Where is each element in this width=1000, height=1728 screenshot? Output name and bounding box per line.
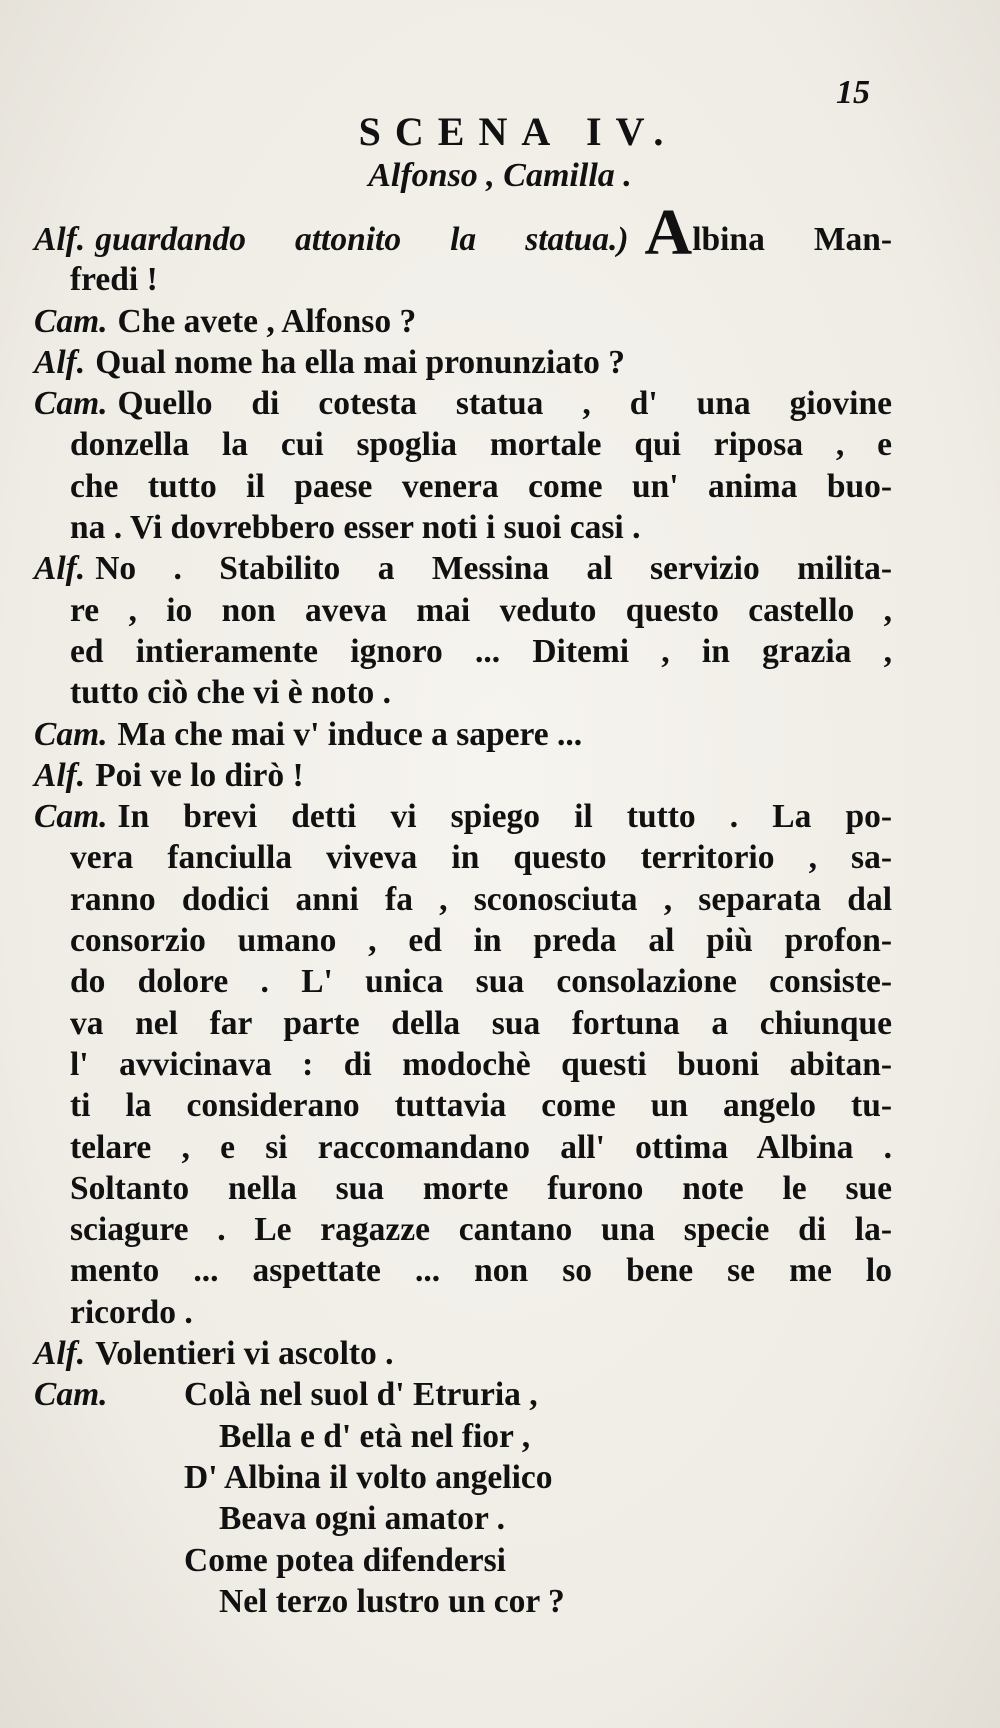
text-line <box>34 383 892 424</box>
text-line <box>34 1044 892 1085</box>
text-line <box>34 1333 892 1374</box>
page-number: 15 <box>836 74 870 111</box>
text-line <box>34 961 892 1002</box>
line-text: na . Vi dovrebbero esser noti i suoi casi . <box>70 509 641 547</box>
line-text: ed intieramente ignoro ... Ditemi , in grazia , <box>70 632 892 670</box>
text-line <box>34 507 892 548</box>
line-text: va nel far parte della sua fortuna a chiunque <box>70 1004 892 1042</box>
line-text: sciagure . Le ragazze cantano una specie di la- <box>70 1211 892 1249</box>
text-line <box>34 196 892 269</box>
text-line <box>34 672 892 713</box>
text-line <box>34 1127 892 1168</box>
line-text: tutto ciò che vi è noto . <box>70 674 391 712</box>
text-line <box>34 1003 892 1044</box>
line-text: l' avvicinava : di modochè questi buoni abitan- <box>70 1045 892 1083</box>
verse-line <box>34 1540 892 1581</box>
text-line <box>34 631 892 672</box>
verse-text: Colà nel suol d' Etruria , <box>184 1376 538 1414</box>
verse-line <box>34 1374 892 1415</box>
text-line <box>34 1168 892 1209</box>
speaker-label: Alf. <box>34 221 86 258</box>
verse-line <box>34 1416 892 1457</box>
text-line <box>34 920 892 961</box>
line-text: re , io non aveva mai veduto questo castello , <box>70 591 892 629</box>
speaker-label: Cam. <box>34 302 108 340</box>
text-line <box>34 424 892 465</box>
decorative-capital: A <box>644 196 693 269</box>
verse-text: D' Albina il volto angelico <box>184 1458 553 1496</box>
text-line <box>34 301 892 342</box>
speaker-label: Cam. <box>34 385 108 423</box>
line-text: Che avete , Alfonso ? <box>117 302 417 340</box>
line-text: Quello di cotesta statua , d' una giovine <box>117 385 892 423</box>
line-text: vera fanciulla viveva in questo territorio , sa- <box>70 839 892 877</box>
line-text: No . Stabilito a Messina al servizio milita- <box>95 550 892 588</box>
speaker-label: Alf. <box>34 1335 86 1373</box>
line-text: Qual nome ha ella mai pronunziato ? <box>95 343 626 381</box>
text-line <box>34 548 892 589</box>
verse-text: Bella e d' età nel fior , <box>219 1417 531 1455</box>
line-text: fredi ! <box>70 261 158 299</box>
text-line <box>34 796 892 837</box>
speaker-label: Cam. <box>34 1376 108 1414</box>
line-text: ricordo . <box>70 1293 193 1331</box>
verse-line <box>34 1457 892 1498</box>
line-text: do dolore . L' unica sua consolazione consiste- <box>70 963 892 1001</box>
text-line <box>34 259 892 300</box>
text-line <box>34 714 892 755</box>
scene-characters: Alfonso , Camilla . <box>368 157 632 194</box>
text-line <box>34 1292 892 1333</box>
verse-line <box>34 1581 892 1622</box>
text-line <box>34 837 892 878</box>
line-text: Soltanto nella sua morte furono note le sue <box>70 1169 892 1207</box>
speaker-label: Cam. <box>34 715 108 753</box>
text-line <box>34 466 892 507</box>
scene-title: SCENA IV. <box>358 109 678 154</box>
text-line <box>34 1085 892 1126</box>
line-text: mento ... aspettate ... non so bene se me lo <box>70 1252 892 1290</box>
text-line <box>34 755 892 796</box>
speaker-label: Alf. <box>34 343 86 381</box>
speaker-label: Cam. <box>34 798 108 836</box>
line-text: consorzio umano , ed in preda al più profon- <box>70 922 892 960</box>
line-text: ti la considerano tuttavia come un angelo tu- <box>70 1087 892 1125</box>
line-text: In brevi detti vi spiego il tutto . La po- <box>117 798 892 836</box>
verse-line <box>34 1498 892 1539</box>
line-text: Ma che mai v' induce a sapere ... <box>117 715 583 753</box>
verse-text: Beava ogni amator . <box>219 1500 505 1538</box>
text-line <box>34 1209 892 1250</box>
line-text: Volentieri vi ascolto . <box>95 1335 394 1373</box>
text-line <box>34 879 892 920</box>
speaker-label: Alf. <box>34 550 86 588</box>
text-line <box>34 590 892 631</box>
line-text: che tutto il paese venera come un' anima buo- <box>70 467 892 505</box>
line-text: donzella la cui spoglia mortale qui riposa , e <box>70 426 892 464</box>
line-text: Poi ve lo dirò ! <box>95 756 304 794</box>
text-line <box>34 1250 892 1291</box>
line-text: ranno dodici anni fa , sconosciuta , separata dal <box>70 880 892 918</box>
speaker-label: Alf. <box>34 756 86 794</box>
verse-text: Nel terzo lustro un cor ? <box>219 1582 565 1620</box>
text-line <box>34 342 892 383</box>
dialogue-text <box>34 196 892 1622</box>
stage-direction: guardando attonito la statua.) <box>95 221 629 258</box>
line-text: telare , e si raccomandano all' ottima Albina . <box>70 1128 892 1166</box>
verse-text: Come potea difendersi <box>184 1541 506 1579</box>
line-text: lbina Man- <box>692 221 892 258</box>
